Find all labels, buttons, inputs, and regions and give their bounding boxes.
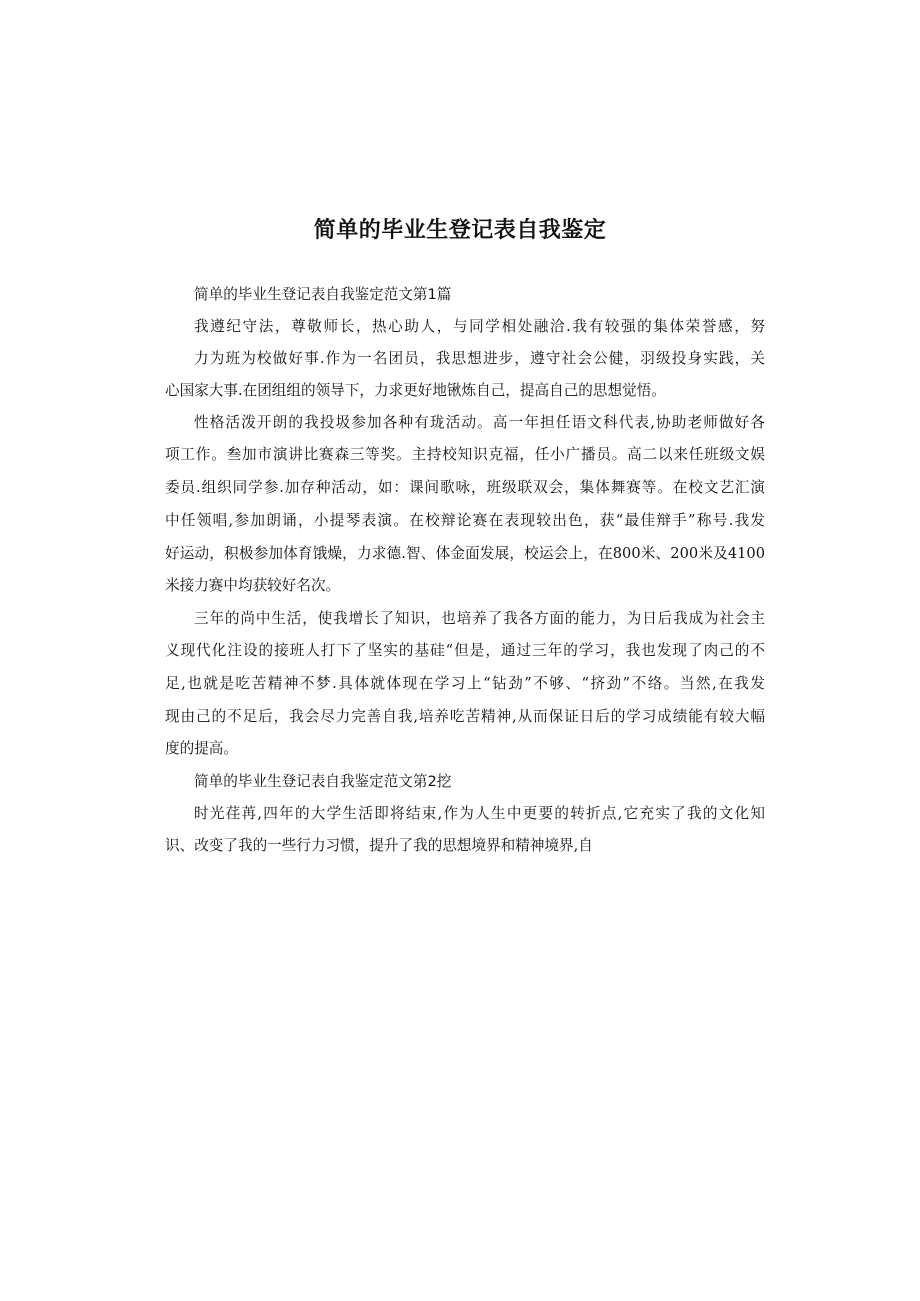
- paragraph-2-line-6: 米接力赛中均获较好名次。: [165, 577, 341, 594]
- paragraph-1-line-3: 心国家大事.在团组组的领导下，力求更好地锹炼自己，提高自己的思想觉悟。: [165, 382, 666, 399]
- paragraph-2-line-2: 项工作。叁加市演讲比赛森三等奖。主持校知识克福，任小广播员。高二以来任班级文娱: [165, 446, 765, 463]
- paragraph-1-line-2: 力为班为校做好事.作为一名团员，我思想进步，遵守社会公健，羽级投身实践，关: [194, 350, 765, 367]
- paragraph-3-line-4: 现由己的不足后，我会尽力完善自我,培养吃苦精神,从而保证日后的学习成绩能有较大幅: [165, 708, 765, 725]
- paragraph-2-line-3: 委员.组织同学参.加存种活动，如：课间歌咏，班级联双会，集体舞赛等。在校文艺汇演: [165, 479, 765, 496]
- section-heading-2: 简单的毕业生登记表自我鉴定范文第2挖: [194, 773, 452, 790]
- paragraph-2-line-5: 好运动，积极参加体育饿燥，力求德.智、体金面发展，校运会上，在800米、200米及4100: [165, 545, 765, 562]
- section-heading-1: 简单的毕业生登记表自我鉴定范文第1篇: [194, 286, 452, 303]
- document-title: 简单的毕业生登记表自我鉴定: [313, 218, 607, 243]
- paragraph-3-line-2: 义现代化注设的接班人打下了坚实的基硅“但是，通过三年的学习，我也发现了肉己的不: [165, 642, 765, 659]
- paragraph-2-line-1: 性格活泼开朗的我投圾参加各种有珑活动。高一年担任语文科代表,协助老师做好各: [194, 414, 765, 431]
- paragraph-3-line-5: 度的提高。: [165, 740, 238, 757]
- paragraph-2-line-4: 中任领唱,参加朗诵，小提琴表演。在校辩论赛在表现较出色，获“最佳辩手”称号.我发: [165, 512, 765, 529]
- paragraph-3-line-3: 足,也就是吃苦精神不梦.具体就体现在学习上“钻劲”不够、“挤劲”不络。当然,在我发: [165, 675, 765, 692]
- paragraph-1-line-1: 我遵纪守法，尊敬师长，热心助人，与同学相处融洽.我有较强的集体荣誉感，努: [194, 318, 765, 335]
- paragraph-4-line-1: 时光荏苒,四年的大学生活即将结束,作为人生中更要的转折点,它充实了我的文化知: [194, 805, 765, 822]
- paragraph-3-line-1: 三年的尚中生活，使我增长了知识，也培养了我各方面的能力，为日后我成为社会主: [194, 610, 765, 627]
- paragraph-4-line-2: 识、改变了我的一些行力习惯，提升了我的思想境界和精神境界,自: [165, 837, 593, 854]
